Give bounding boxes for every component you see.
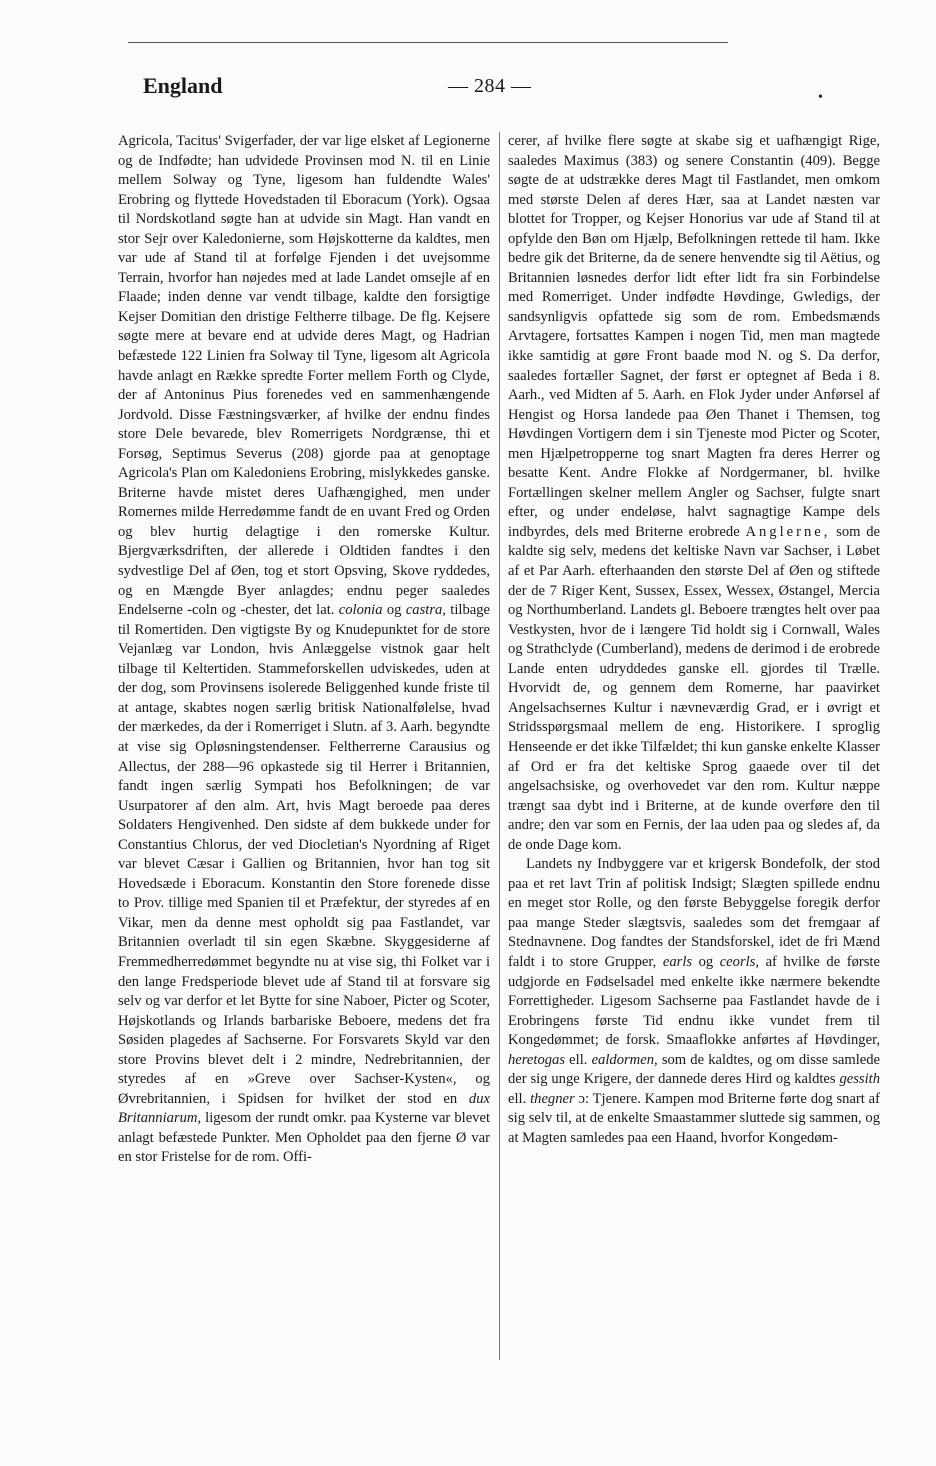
text-columns — [118, 132, 890, 1392]
page-number: — 284 — — [448, 75, 532, 97]
column-divider — [499, 132, 500, 1360]
header-rule — [128, 42, 728, 43]
paragraph: Landets ny Indbyggere var et krigersk Bondefolk, der stod paa et ret lavt Trin af politisk Indsigt; Slægten spillede endnu en meget stor Rolle, og den første Bebyggelse foregik derfor paa mange Steder slægtsvis, saaledes som det fremgaar af Stednavnene. Dog fandtes der Standsforskel, idet de fri Mænd faldt i to store Grupper, earls og ceorls, af hvilke de første udgjorde en Fødselsadel med enkelte ikke nærmere bekendte Forrettigheder. Ligesom Sachserne paa Fastlandet havde de i Erobringens første Tid endnu ikke vundet frem til Kongedømmet; de forsk. Smaaflokke anførtes af Høvdinger, heretogas ell. ealdormen, som de kaldtes, og om disse samlede der sig unge Krigere, der dannede deres Hird og kaldtes gessith ell. thegner ɔ: Tjenere. Kampen mod Briterne førte dog snart af sig selv til, at de enkelte Smaastammer sluttede sig sammen, og at Magten samledes paa een Haand, hvorfor Kongedøm- — [508, 856, 880, 1146]
right-column — [508, 132, 880, 1392]
section-title: England — [143, 73, 223, 98]
header-mark: • — [818, 90, 823, 105]
left-column — [118, 132, 490, 1392]
paragraph: cerer, af hvilke flere søgte at skabe sig et uafhængigt Rige, saaledes Maximus (383) og senere Constantin (409). Begge søgte de at udstrække deres Magt til Fastlandet, men omkom med største Delen af deres Hær, saa at Landet næsten var blottet for Tropper, og Kejser Honorius var ude af Stand til at opfylde den Bøn om Hjælp, Befolkningen rettede til ham. Ikke bedre gik det Briterne, da de senere henvendte sig til Aëtius, og Britannien løsnedes derfor lidt efter lidt fra sin Forbindelse med Romerriget. Under indfødte Høvdinge, Gwledigs, der sandsynligvis opfattede sig som de rom. Embedsmænds Arvtagere, fortsattes Kampen i nogen Tid, men man magtede ikke samtidig at gøre Front baade mod N. og S. Da derfor, saaledes fortæller Sagnet, der først er optegnet af Beda i 8. Aarh., ved Midten af 5. Aarh. en Flok Jyder under Anførsel af Hengist og Horsa landede paa Øen Thanet i Themsen, tog Høvdingen Vortigern dem i sin Tjeneste mod Picter og Scoter, men Hjælpetropperne tog snart Magten fra deres Herrer og besatte Kent. Andre Flokke af Nordgermaner, bl. hvilke Fortællingen skelner mellem Angler og Sachser, fulgte snart efter, og under endeløse, halvt sagnagtige Kampe dels indbyrdes, dels med Briterne erobrede Anglerne, som de kaldte sig selv, medens det keltiske Navn var Sachser, i Løbet af et Par Aarh. efterhaanden den største Del af Øen og stiftede der de 7 Riger Kent, Sussex, Essex, Wessex, Østangel, Mercia og Northumberland. Landets gl. Beboere trængtes helt over paa Vestkysten, hvor de i længere Tid holdt sig i Cornwall, Wales og Strathclyde (Cumberland), medens de derimod i de erobrede Lande enten udryddedes ganske ell. gjordes til Trælle. Hvorvidt de, og gennem dem Romerne, har paavirket Angelsachsernes Kultur i nævneværdig Grad, er i øvrigt et Stridsspørgsmaal mellem de eng. Historikere. I sproglig Henseende er det ikke Tilfældet; thi kun ganske enkelte Klasser af Ord er fra det keltiske Sprog gaaede over til det angelsachsiske, og overhovedet var den rom. Kultur næppe trængt saa dybt ind i Briterne, at de kunde overføre den til andre; den var som en Fernis, der laa uden paa og sledes af, da de onde Dage kom. — [508, 133, 880, 853]
paragraph: Agricola, Tacitus' Svigerfader, der var lige elsket af Legionerne og de Indfødte; han udvidede Provinsen mod N. til en Linie mellem Solway og Tyne, ligesom han fuldendte Wales' Erobring og flyttede Hovedstaden til Eboracum (York). Ogsaa til Nordskotland søgte han at udvide sin Magt. Han vandt en stor Sejr over Kaledonierne, som Højskotterne da kaldtes, men var ude af Stand til at forfølge Fjenden i det uvejsomme Terrain, hvorfor han nøjedes med at lade Landet omsejle af en Flaade; inden denne var vendt tilbage, kaldte den forsigtige Kejser Domitian den dristige Feltherre tilbage. De flg. Kejsere søgte mere at bevare end at udvide deres Magt, og Hadrian befæstede 122 Linien fra Solway til Tyne, ligesom alt Agricola havde anlagt en Række spredte Forter mellem Forth og Clyde, der af Antoninus Pius forenedes ved en sammenhængende Jordvold. Disse Fæstningsværker, af hvilke der endnu findes store Dele bevarede, blev Romerrigets Nordgrænse, thi et Forsøg, Septimus Severus (208) gjorde paa at genoptage Agricola's Plan om Kaledoniens Erobring, mislykkedes ganske. Briterne havde mistet deres Uafhængighed, men under Romernes milde Herredømme fandt de en uvant Fred og Orden og blev hurtig delagtige i den romerske Kultur. Bjergværksdriften, der allerede i Oldtiden fandtes i den sydvestlige Del af Øen, tog et stort Opsving, Skove ryddedes, og en Mængde Byer anlagdes; endnu peger saaledes Endelserne -coln og -chester, det lat. colonia og castra, tilbage til Romertiden. Den vigtigste By og Knudepunktet for de store Vejanlæg var London, hvis Anlæggelse vistnok gaar helt tilbage til Keltertiden. Stammeforskellen udviskedes, uden at der dog, som Provinsens isolerede Beliggenhed kunde friste til at antage, skabtes nogen særlig britisk Nationalfølelse, hvad der mærkedes, da der i Romerriget i Slutn. af 3. Aarh. begyndte at vise sig Opløsningstendenser. Feltherrerne Carausius og Allectus, der 288—96 opkastede sig til Herrer i Britannien, fandt ingen særlig Sympati hos Befolkningen; de var Usurpatorer af den alm. Art, hvis Magt beroede paa deres Soldaters Hengivenhed. Den sidste af dem bukkede under for Constantius Chlorus, der ved Diocletian's Nyordning af Riget var blevet Cæsar i Gallien og Britannien, hvor han tog sit Hovedsæde i Eboracum. Konstantin den Store forenede disse to Prov. tillige med Spanien til et Præfektur, der styredes af en Vikar, men da denne mest opholdt sig paa Fastlandet, var Britannien overladt til sin egen Skæbne. Skyggesiderne af Fremmedherredømmet begyndte nu at vise sig, thi Folket var i den lange Fredsperiode blevet ude af Stand til at forsvare sig selv og var derfor et let Bytte for sine Naboer, Picter og Scoter, Højskotlands og Irlands barbariske Beboere, medens det fra Søsiden plagedes af Sachserne. For Forsvarets Skyld var den store Provins blevet delt i 2 mindre, Nedrebritannien, der styredes af en »Greve over Sachser-Kysten«, og Øvrebritannien, i Spidsen for hvilket der stod en dux Britanniarum, ligesom der rundt omkr. paa Kysterne var blevet anlagt befæstede Punkter. Men Opholdet paa den fjerne Ø var en stor Fristelse for de rom. Offi- — [118, 133, 490, 1166]
